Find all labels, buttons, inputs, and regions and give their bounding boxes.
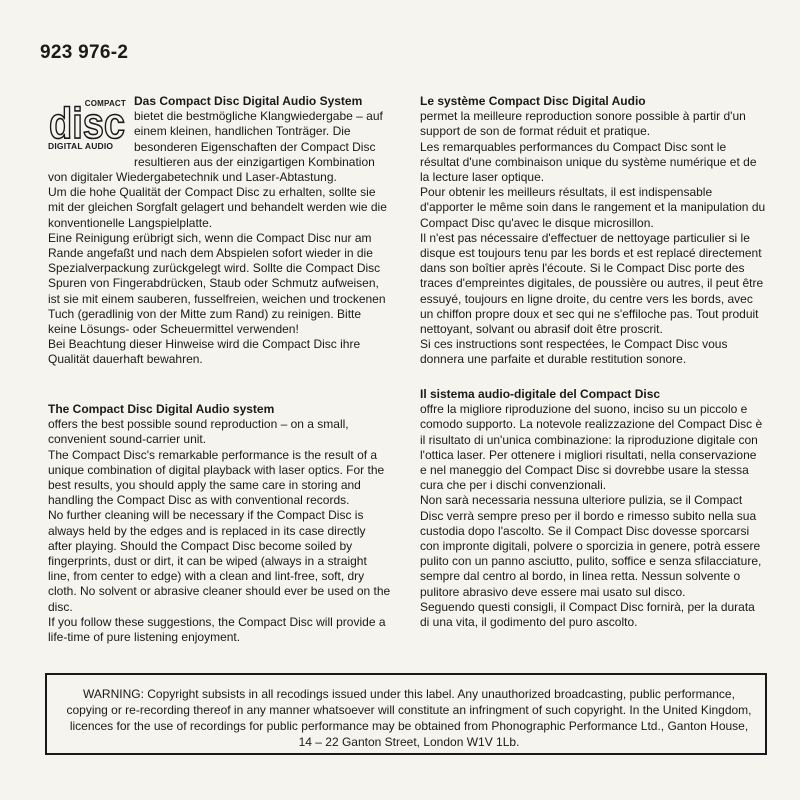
german-paragraph: bietet die bestmögliche Klangwiedergabe – auf einem kleinen, handlichen Tonträger. Die besonderen Eigenschaften der Compact Disc resultieren aus der einzigartigen Kombination von digitaler Wiedergabetechnik und Laser-Abtastung. xyxy=(48,109,383,185)
french-section xyxy=(420,94,766,368)
german-paragraph: Bei Beachtung dieser Hinweise wird die Compact Disc ihre Qualität dauerhaft bewahren. xyxy=(48,337,361,367)
catalog-number: 923 976-2 xyxy=(40,42,129,63)
german-section xyxy=(48,94,392,368)
french-paragraph: Si ces instructions sont respectées, le Compact Disc vous donnera une parfaite et durable restitution sonore. xyxy=(420,337,728,367)
english-paragraph: If you follow these suggestions, the Compact Disc will provide a life-time of pure listening enjoyment. xyxy=(48,614,386,645)
english-section xyxy=(48,402,392,645)
compact-disc-logo xyxy=(48,96,126,154)
copyright-warning-text: WARNING: Copyright subsists in all recodings issued under this label. Any unauthorized broadcasting, public performance, copying or re-recording thereof in any manner whatsoever will constitute an infringment of such copyright. In the United Kingdom, licences for the use of recordings for public performance may be obtained from Phonographic Performance Ltd., Ganton House, 14 – 22 Ganton Street, London W1V 1Lb. xyxy=(66,687,752,749)
english-heading: The Compact Disc Digital Audio system xyxy=(48,402,275,416)
german-heading: Das Compact Disc Digital Audio System xyxy=(134,94,363,108)
disc-wordmark-icon xyxy=(48,102,126,144)
english-paragraph: offers the best possible sound reproduction – on a small, convenient sound-carrier unit. xyxy=(48,417,349,447)
logo-bottom-text: DIGITAL AUDIO xyxy=(48,140,114,151)
german-paragraph: Um die hohe Qualität der Compact Disc zu erhalten, sollte sie mit der gleichen Sorgfalt gelagert und behandelt werden wie die konventionelle Langspielplatte. xyxy=(48,185,387,230)
french-paragraph: Les remarquables performances du Compact Disc sont le résultat d'une combinaison unique du système numérique et de la lecture laser optique. xyxy=(420,139,757,185)
french-paragraph: Il n'est pas nécessaire d'effectuer de nettoyage particulier si le disque est toujours tenu par les bords et est replacé directement dans son boîtier après l'écoute. Si le Compact Disc porte des traces d'empreintes digitales, de poussière ou autres, il peut être essuyé, toujours en ligne droite, du centre vers les bords, avec un chiffon propre doux et sec qui ne s'effiloche pas. Tout produit nettoyant, solvant ou abrasif doit être proscrit. xyxy=(420,230,764,337)
logo-main-text: disc xyxy=(49,102,125,144)
italian-section xyxy=(420,387,766,630)
italian-paragraph: offre la migliore riproduzione del suono, inciso su un piccolo e comodo supporto. La notevole realizzazione del Compact Disc è il risultato di un'unica combinazione: la riproduzione digitale con l'ottica laser. Per ottenere i migliori risultati, nella conservazione e nel maneggio del Compact Disc si dovrebbe usare la stessa cura che per i dischi convenzionali. xyxy=(420,402,763,493)
english-paragraph: No further cleaning will be necessary if the Compact Disc is always held by the edges and is replaced in its case directly after playing. Should the Compact Disc become soiled by fingerprints, dust or dirt, it can be wiped (always in a straight line, from center to edge) with a clean and lint-free, soft, dry cloth. No solvent or abrasive cleaner should ever be used on the disc. xyxy=(48,508,391,614)
german-paragraph: Eine Reinigung erübrigt sich, wenn die Compact Disc nur am Rande angefaßt und nach dem Abspielen sofort wieder in die Spezialverpackung zurückgelegt wird. Sollte die Compact Disc Spuren von Fingerabdrücken, Staub oder Schmutz aufweisen, ist sie mit einem sauberen, fusselfreien, weichen und trockenen Tuch (geradlinig von der Mitte zum Rand) zu reinigen. Bitte keine Lösungs- oder Scheuermittel verwenden! xyxy=(48,230,386,337)
italian-paragraph: Non sarà necessaria nessuna ulteriore pulizia, se il Compact Disc verrà sempre preso per il bordo e rimesso subito nella sua custodia dopo l'ascolto. Se il Compact Disc dovesse sporcarsi con impronte digitali, polvere o sporcizia in genere, potrà essere pulito con un panno asciutto, pulito, soffice e senza sfilacciature, sempre dal centro al bordo, in linea retta. Nessun solvente o pulitore abrasivo deve essere mai usato sul disco. xyxy=(420,493,762,599)
logo-top-text: COMPACT xyxy=(84,99,126,108)
italian-paragraph: Seguendo questi consigli, il Compact Disc fornirà, per la durata di una vita, il godimento del puro ascolto. xyxy=(420,599,755,630)
copyright-warning-box xyxy=(45,673,767,755)
french-heading: Le système Compact Disc Digital Audio xyxy=(420,94,646,108)
french-paragraph: Pour obtenir les meilleurs résultats, il est indispensable d'apporter le même soin dans le rangement et la manipulation du Compact Disc qu'avec le disque microsillon. xyxy=(420,185,766,230)
english-paragraph: The Compact Disc's remarkable performance is the result of a unique combination of digital playback with laser optics. For the best results, you should apply the same care in storing and handling the Compact Disc as with conventional records. xyxy=(48,447,385,508)
french-paragraph: permet la meilleure reproduction sonore possible à partir d'un support de son de format réduit et pratique. xyxy=(420,109,746,139)
italian-heading: Il sistema audio-digitale del Compact Disc xyxy=(420,387,661,401)
